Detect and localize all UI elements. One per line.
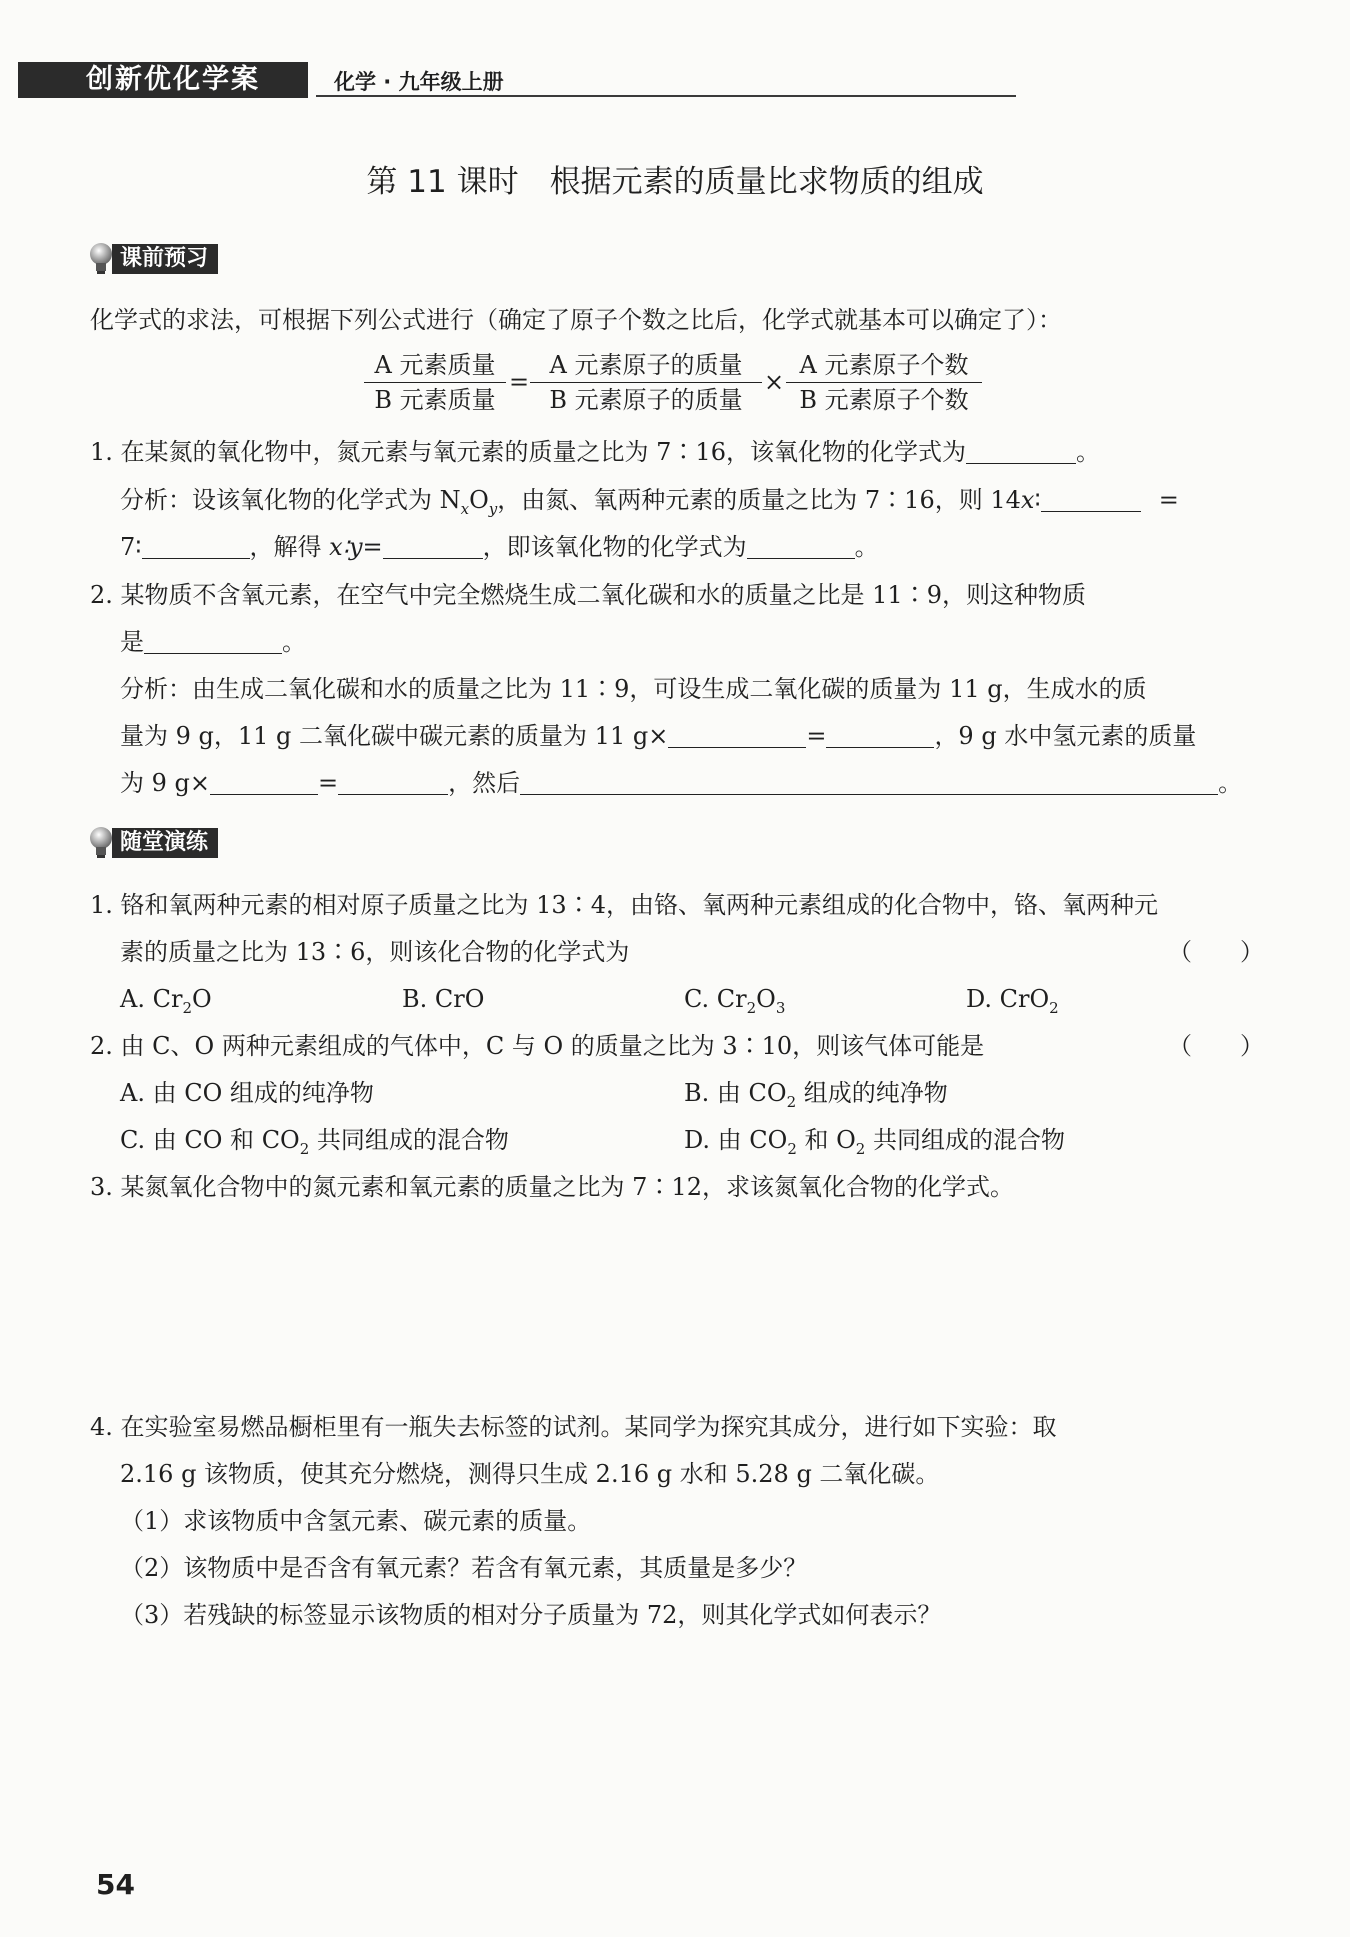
fraction-numerator: A 元素原子的质量	[530, 350, 762, 383]
subscript: 3	[775, 998, 786, 1017]
option-d[interactable]	[684, 1125, 1065, 1164]
preview-q2-line1: 2. 某物质不含氧元素，在空气中完全燃烧生成二氧化碳和水的质量之比是 11∶9，则这种物质	[90, 581, 1086, 609]
option-text: B. CrO	[402, 985, 485, 1013]
practice-q3: 3. 某氮氧化合物中的氮元素和氧元素的质量之比为 7∶12，求该氮氧化合物的化学式。	[90, 1173, 1014, 1201]
preview-q2-analysis-line2	[120, 721, 1196, 751]
analysis-text: 分析：设该氧化物的化学式为 N	[120, 486, 461, 514]
analysis-text: ，然后	[448, 769, 521, 797]
equals-sign: =	[1158, 486, 1179, 514]
answer-blank[interactable]	[142, 534, 250, 559]
answer-blank[interactable]	[210, 770, 318, 795]
section-tag-label: 课前预习	[112, 244, 218, 274]
fraction-denominator: B 元素原子的质量	[549, 386, 743, 414]
oxygen-symbol: O	[469, 486, 489, 514]
lesson-title: 第 11 课时 根据元素的质量比求物质的组成	[366, 164, 984, 200]
practice-q1-line1: 1. 铬和氧两种元素的相对原子质量之比为 13∶4，由铬、氧两种元素组成的化合物中，铬、氧两种元	[90, 891, 1158, 919]
times-sign: ×	[764, 368, 785, 396]
option-b[interactable]	[402, 984, 484, 1014]
option-text: O	[191, 985, 212, 1013]
answer-space[interactable]	[120, 1645, 1250, 1845]
analysis-text: ，由氮、氧两种元素的质量之比为 7∶16，则 14	[497, 486, 1021, 514]
punctuation: 。	[854, 533, 879, 561]
practice-q4-sub1: （1）求该物质中含氢元素、碳元素的质量。	[120, 1507, 592, 1535]
answer-blank[interactable]	[1041, 487, 1141, 512]
option-text: 组成的纯净物	[796, 1079, 948, 1107]
practice-q4-sub2: （2）该物质中是否含有氧元素？若含有氧元素，其质量是多少？	[120, 1554, 808, 1582]
preview-q1-analysis-line1	[120, 485, 1179, 524]
ratio-x-y: x∶y	[329, 533, 363, 561]
preview-q1-analysis-line2	[120, 532, 879, 562]
option-text: O	[756, 985, 776, 1013]
question-text: 1. 在某氮的氧化物中，氮元素与氧元素的质量之比为 7∶16，该氧化物的化学式为	[90, 438, 966, 466]
subscript: 2	[1049, 998, 1059, 1017]
option-text: D. 由 CO	[684, 1126, 788, 1154]
section-tag-preview	[88, 242, 268, 276]
fraction-rhs	[786, 350, 982, 415]
answer-parentheses[interactable]: （ ）	[1168, 938, 1264, 966]
option-a[interactable]	[120, 984, 212, 1023]
lightbulb-icon	[88, 826, 114, 860]
analysis-text: 为 9 g×	[120, 769, 210, 797]
analysis-text: 7∶	[120, 533, 142, 561]
option-text: C. Cr	[684, 985, 747, 1013]
subscript: 2	[746, 998, 757, 1017]
option-b[interactable]	[684, 1078, 948, 1117]
analysis-text: 量为 9 g，11 g 二氧化碳中碳元素的质量为 11 g×	[120, 722, 669, 750]
equals-sign: =	[509, 368, 530, 396]
fraction-numerator: A 元素原子个数	[786, 350, 982, 383]
practice-q4-sub3: （3）若残缺的标签显示该物质的相对分子质量为 72，则其化学式如何表示？	[120, 1601, 942, 1629]
practice-q2-line1: 2. 由 C、O 两种元素组成的气体中，C 与 O 的质量之比为 3∶10，则该气体可能是	[90, 1032, 985, 1060]
option-text: B. 由 CO	[684, 1079, 787, 1107]
answer-blank[interactable]	[747, 534, 855, 559]
fraction-denominator: B 元素质量	[374, 386, 496, 414]
option-a[interactable]: A. 由 CO 组成的纯净物	[120, 1079, 374, 1107]
option-c[interactable]	[684, 984, 785, 1023]
analysis-text: ，即该氧化物的化学式为	[482, 533, 747, 561]
subscript-y: y	[488, 499, 498, 518]
practice-q1-line2: 素的质量之比为 13∶6，则该化合物的化学式为	[120, 938, 630, 966]
answer-space[interactable]	[120, 1215, 1250, 1385]
answer-blank[interactable]	[966, 439, 1076, 464]
option-c[interactable]	[120, 1125, 509, 1164]
option-text: 共同组成的混合物	[309, 1126, 509, 1154]
variable-x: x	[1020, 486, 1035, 514]
equals-sign: =	[318, 769, 339, 797]
practice-q4-line1: 4. 在实验室易燃品橱柜里有一瓶失去标签的试剂。某同学为探究其成分，进行如下实验：取	[90, 1413, 1057, 1441]
option-d[interactable]	[966, 984, 1059, 1023]
book-brand-title: 创新优化学案	[86, 64, 260, 95]
punctuation: 。	[1218, 769, 1243, 797]
equals-sign: =	[806, 722, 827, 750]
answer-blank[interactable]	[383, 534, 483, 559]
punctuation: 。	[282, 628, 306, 656]
option-text: D. CrO	[966, 985, 1050, 1013]
subscript: 2	[182, 998, 192, 1017]
answer-blank[interactable]	[668, 723, 806, 748]
question-text: 是	[120, 628, 144, 656]
answer-blank[interactable]	[338, 770, 448, 795]
fraction-denominator: B 元素原子个数	[799, 386, 969, 414]
option-text: C. 由 CO 和 CO	[120, 1126, 300, 1154]
fraction-lhs	[364, 350, 506, 415]
analysis-text: ，9 g 水中氢元素的质量	[934, 722, 1197, 750]
option-text: 共同组成的混合物	[865, 1126, 1065, 1154]
subscript-x: x	[460, 499, 470, 518]
punctuation: 。	[1075, 438, 1100, 466]
subscript: 2	[787, 1139, 797, 1158]
section-tag-practice	[88, 826, 268, 860]
answer-blank[interactable]	[144, 629, 282, 654]
practice-q4-line2: 2.16 g 该物质，使其充分燃烧，测得只生成 2.16 g 水和 5.28 g 二氧化碳。	[120, 1460, 940, 1488]
section-tag-label: 随堂演练	[112, 828, 218, 858]
preview-q1-line1	[90, 437, 1100, 467]
subscript: 2	[855, 1139, 866, 1158]
lightbulb-icon	[88, 242, 114, 276]
answer-blank[interactable]	[520, 770, 1218, 795]
analysis-text: ，解得	[249, 533, 330, 561]
option-text: 和 O	[796, 1126, 856, 1154]
option-text: A. Cr	[120, 985, 183, 1013]
preview-q2-line2	[120, 627, 306, 657]
answer-parentheses[interactable]: （ ）	[1168, 1032, 1264, 1060]
answer-blank[interactable]	[826, 723, 934, 748]
fraction-middle	[530, 350, 762, 415]
fraction-numerator: A 元素质量	[364, 350, 506, 383]
preview-q2-analysis-line3	[120, 768, 1242, 798]
preview-intro: 化学式的求法，可根据下列公式进行（确定了原子个数之比后，化学式就基本可以确定了）：	[90, 306, 1062, 334]
page-number: 54	[96, 1868, 135, 1901]
equals-sign: =	[362, 533, 383, 561]
book-subject: 化学 · 九年级上册	[334, 70, 504, 94]
header-divider	[316, 95, 1016, 97]
preview-q2-analysis-line1: 分析：由生成二氧化碳和水的质量之比为 11∶9，可设生成二氧化碳的质量为 11 g，生成水的质	[120, 675, 1147, 703]
subscript: 2	[786, 1092, 797, 1111]
ratio-colon: ∶	[1034, 486, 1041, 514]
subscript: 2	[299, 1139, 310, 1158]
